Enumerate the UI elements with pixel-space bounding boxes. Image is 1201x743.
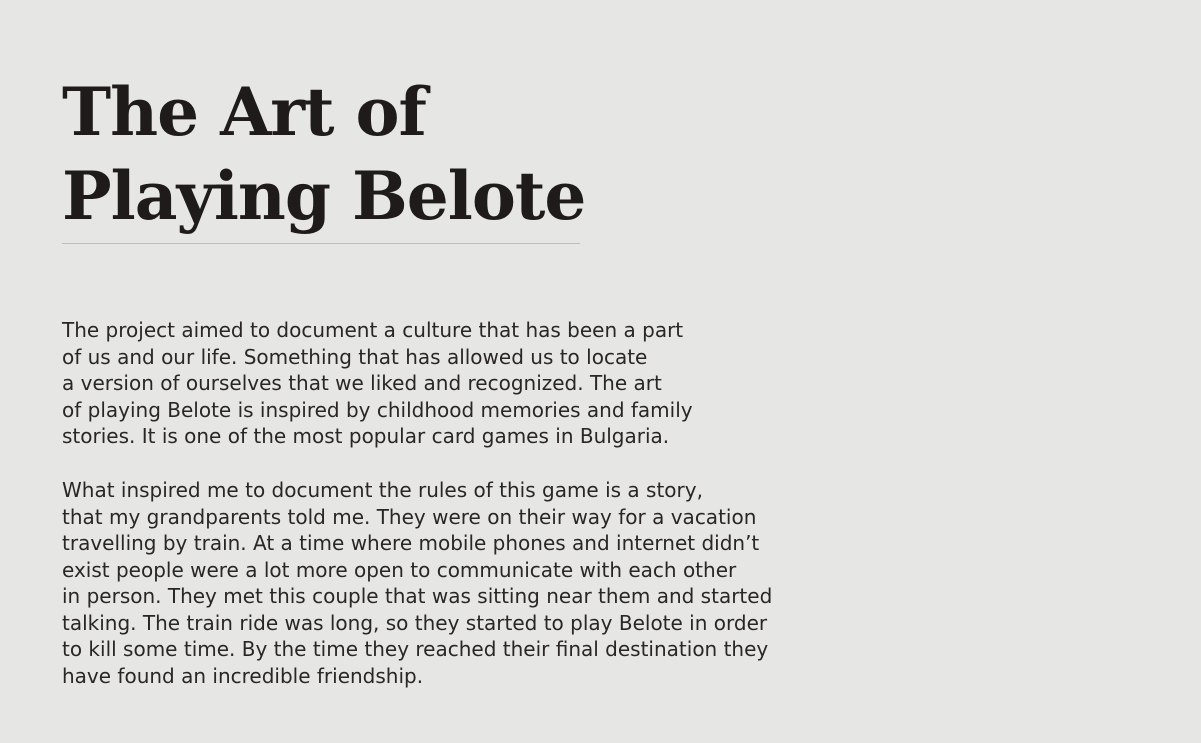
paragraph-line: have found an incredible friendship. <box>62 663 424 688</box>
paragraph-line: talking. The train ride was long, so they started to play Belote in order <box>62 610 768 635</box>
paragraph-line: a version of ourselves that we liked and recognized. The art <box>62 371 662 395</box>
paragraph-line: of playing Belote is inspired by childhood memories and family <box>62 397 693 422</box>
paragraph-line: stories. It is one of the most popular card games in Bulgaria. <box>62 424 670 448</box>
paragraph-line: that my grandparents told me. They were on their way for a vacation <box>62 504 757 529</box>
page-title <box>62 70 585 238</box>
title-divider <box>62 243 580 244</box>
intro-paragraph <box>62 317 842 450</box>
paragraph-line: The project aimed to document a culture that has been a part <box>62 318 684 342</box>
story-paragraph <box>62 477 842 689</box>
paragraph-line: travelling by train. At a time where mobile phones and internet didn’t <box>62 531 760 555</box>
paragraph-line: What inspired me to document the rules of this game is a story, <box>62 478 703 502</box>
title-line-1: The Art of <box>62 73 426 151</box>
paragraph-line: of us and our life. Something that has allowed us to locate <box>62 344 648 369</box>
paragraph-line: to kill some time. By the time they reached their final destination they <box>62 637 769 661</box>
title-line-2: Playing Belote <box>62 157 586 235</box>
paragraph-line: exist people were a lot more open to communicate with each other <box>62 557 737 582</box>
paragraph-line: in person. They met this couple that was sitting near them and started <box>62 584 773 608</box>
